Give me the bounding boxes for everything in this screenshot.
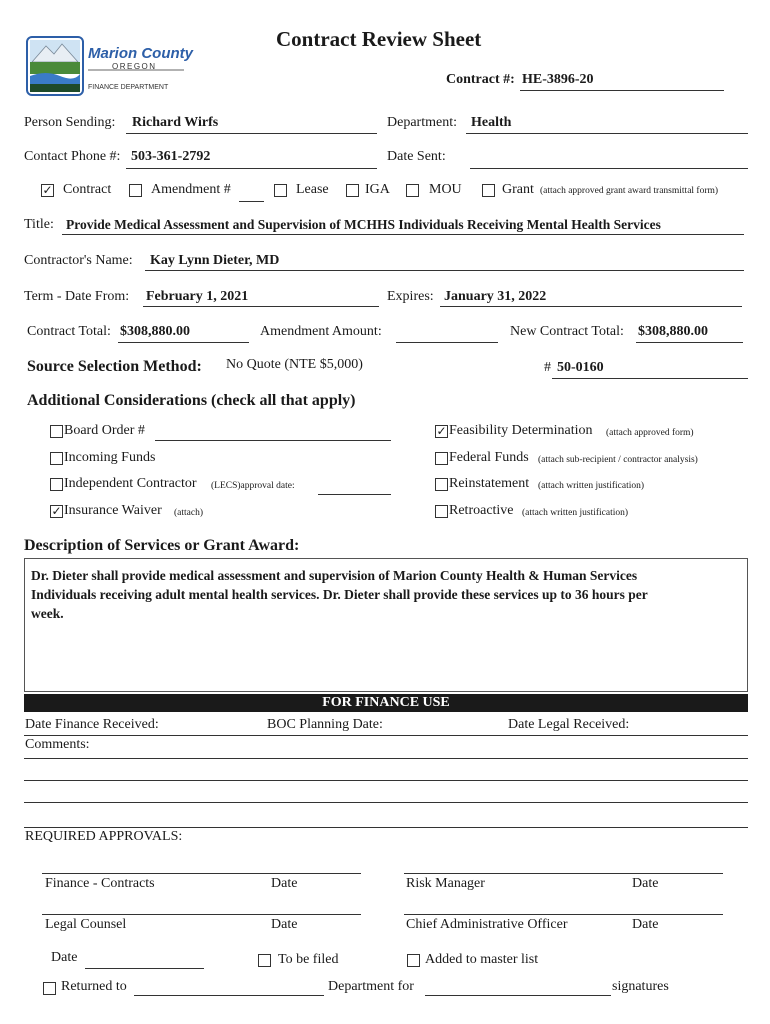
contract-total-value[interactable]: $308,880.00 [120, 324, 190, 339]
cao-signature-line[interactable] [404, 914, 723, 915]
board-order-line[interactable] [155, 440, 391, 441]
cao-label: Chief Administrative Officer [406, 917, 568, 932]
legal-counsel-label: Legal Counsel [45, 917, 127, 932]
contract-checkbox[interactable]: ✓ [42, 183, 53, 197]
risk-manager-label: Risk Manager [406, 876, 485, 891]
new-total-line [636, 342, 743, 343]
feasibility-label: Feasibility Determination [449, 423, 593, 438]
board-order-label: Board Order # [64, 423, 145, 438]
added-master-list-checkbox[interactable] [407, 954, 420, 967]
finance-row-line [24, 735, 748, 736]
contractor-name-value[interactable]: Kay Lynn Dieter, MD [150, 253, 280, 268]
returned-to-label: Returned to [61, 979, 127, 994]
risk-manager-signature-line[interactable] [404, 873, 723, 874]
source-number-line [552, 378, 748, 379]
contract-total-line [118, 342, 249, 343]
contact-phone-line [126, 168, 377, 169]
contractor-name-line [145, 270, 744, 271]
term-from-label: Term - Date From: [24, 289, 130, 304]
insurance-waiver-label: Insurance Waiver [64, 503, 162, 518]
iga-checkbox[interactable] [346, 184, 359, 197]
boc-planning-date-label: BOC Planning Date: [267, 717, 383, 732]
new-total-value[interactable]: $308,880.00 [638, 324, 708, 339]
risk-manager-date-label: Date [632, 876, 659, 891]
logo-state: OREGON [112, 62, 157, 71]
iga-label: IGA [365, 182, 390, 197]
lecs-approval-date-line[interactable] [318, 494, 391, 495]
title-value[interactable]: Provide Medical Assessment and Supervision of MCHHS Individuals Receiving Mental Health Services [66, 217, 661, 232]
board-order-checkbox[interactable] [50, 425, 63, 438]
independent-contractor-checkbox[interactable] [50, 478, 63, 491]
contract-number-label: Contract #: [446, 72, 515, 87]
contact-phone-label: Contact Phone #: [24, 149, 121, 164]
department-for-label: Department for [328, 979, 414, 994]
source-selection-label: Source Selection Method: [27, 358, 202, 375]
description-box[interactable] [24, 558, 748, 692]
title-line [62, 234, 744, 235]
federal-funds-label: Federal Funds [449, 450, 529, 465]
amendment-label: Amendment # [151, 182, 231, 197]
additional-considerations-heading: Additional Considerations (check all that apply) [27, 392, 356, 409]
comments-line-4[interactable] [24, 827, 748, 828]
finance-contracts-signature-line[interactable] [42, 873, 361, 874]
finance-contracts-date-label: Date [271, 876, 298, 891]
contact-phone-value[interactable]: 503-361-2792 [131, 149, 211, 164]
retroactive-checkbox[interactable] [435, 505, 448, 518]
amendment-amount-line [396, 342, 498, 343]
signatures-label: signatures [612, 979, 669, 994]
description-line-2: Individuals receiving adult mental health services. Dr. Dieter shall provide these services up to 36 hours per [31, 587, 648, 602]
date-finance-received-label: Date Finance Received: [25, 717, 159, 732]
incoming-funds-label: Incoming Funds [64, 450, 156, 465]
feasibility-note: (attach approved form) [606, 428, 694, 438]
term-from-line [143, 306, 379, 307]
comments-line-3[interactable] [24, 802, 748, 803]
logo-dept: FINANCE DEPARTMENT [88, 84, 169, 91]
lease-checkbox[interactable] [274, 184, 287, 197]
to-be-filed-label: To be filed [278, 952, 339, 967]
filing-date-line[interactable] [85, 968, 204, 969]
department-for-line[interactable] [425, 995, 611, 996]
returned-to-checkbox[interactable] [43, 982, 56, 995]
feasibility-checkbox[interactable]: ✓ [436, 424, 447, 438]
contract-type-label: Contract [63, 182, 112, 197]
new-total-label: New Contract Total: [510, 324, 624, 339]
federal-funds-checkbox[interactable] [435, 452, 448, 465]
date-legal-received-label: Date Legal Received: [508, 717, 630, 732]
legal-counsel-date-label: Date [271, 917, 298, 932]
marion-county-logo [26, 36, 193, 98]
description-line-3: week. [31, 606, 64, 621]
lease-label: Lease [296, 182, 329, 197]
expires-value[interactable]: January 31, 2022 [444, 289, 547, 304]
contractor-name-label: Contractor's Name: [24, 253, 133, 268]
required-approvals-heading: REQUIRED APPROVALS: [25, 829, 183, 844]
source-number-value[interactable]: 50-0160 [557, 360, 604, 375]
comments-label: Comments: [25, 737, 90, 752]
amendment-amount-label: Amendment Amount: [260, 324, 382, 339]
description-heading: Description of Services or Grant Award: [24, 537, 300, 554]
finance-contracts-label: Finance - Contracts [45, 876, 155, 891]
contract-total-label: Contract Total: [27, 324, 111, 339]
grant-checkbox[interactable] [482, 184, 495, 197]
returned-to-line[interactable] [134, 995, 324, 996]
source-number-label: # [544, 360, 551, 375]
added-master-list-label: Added to master list [425, 952, 539, 967]
expires-label: Expires: [387, 289, 434, 304]
independent-contractor-label: Independent Contractor [64, 476, 197, 491]
amendment-checkbox[interactable] [129, 184, 142, 197]
legal-counsel-signature-line[interactable] [42, 914, 361, 915]
source-selection-value[interactable]: No Quote (NTE $5,000) [226, 357, 363, 372]
term-from-value[interactable]: February 1, 2021 [146, 289, 249, 304]
finance-use-bar: FOR FINANCE USE [24, 694, 748, 712]
to-be-filed-checkbox[interactable] [258, 954, 271, 967]
grant-note: (attach approved grant award transmittal form) [540, 186, 719, 196]
grant-label: Grant [502, 182, 534, 197]
filing-date-label: Date [51, 950, 78, 965]
cao-date-label: Date [632, 917, 659, 932]
retroactive-note: (attach written justification) [522, 508, 629, 518]
mou-label: MOU [429, 182, 462, 197]
federal-funds-note: (attach sub-recipient / contractor analysis) [538, 455, 698, 465]
reinstatement-checkbox[interactable] [435, 478, 448, 491]
department-line [466, 133, 748, 134]
description-line-1: Dr. Dieter shall provide medical assessment and supervision of Marion County Health & Human Services [31, 568, 638, 583]
person-sending-line [126, 133, 377, 134]
mou-checkbox[interactable] [406, 184, 419, 197]
independent-contractor-note: (LECS)approval date: [211, 481, 295, 491]
reinstatement-note: (attach written justification) [538, 481, 645, 491]
person-sending-value[interactable]: Richard Wirfs [132, 115, 219, 130]
insurance-waiver-note: (attach) [174, 508, 204, 518]
logo-org-name: Marion County [88, 45, 193, 62]
date-sent-line [470, 168, 748, 169]
date-sent-label: Date Sent: [387, 149, 446, 164]
department-value[interactable]: Health [471, 115, 512, 130]
comments-line-1[interactable] [24, 758, 748, 759]
insurance-waiver-checkbox[interactable]: ✓ [51, 504, 62, 518]
contract-number-value[interactable]: HE-3896-20 [522, 72, 594, 87]
expires-line [440, 306, 742, 307]
person-sending-label: Person Sending: [24, 115, 116, 130]
reinstatement-label: Reinstatement [449, 476, 530, 491]
title-label: Title: [24, 217, 54, 232]
incoming-funds-checkbox[interactable] [50, 452, 63, 465]
retroactive-label: Retroactive [449, 503, 514, 518]
amendment-number-line[interactable] [239, 201, 264, 202]
comments-line-2[interactable] [24, 780, 748, 781]
page-title: Contract Review Sheet [276, 27, 482, 51]
department-label: Department: [387, 115, 457, 130]
contract-number-line [520, 90, 724, 91]
